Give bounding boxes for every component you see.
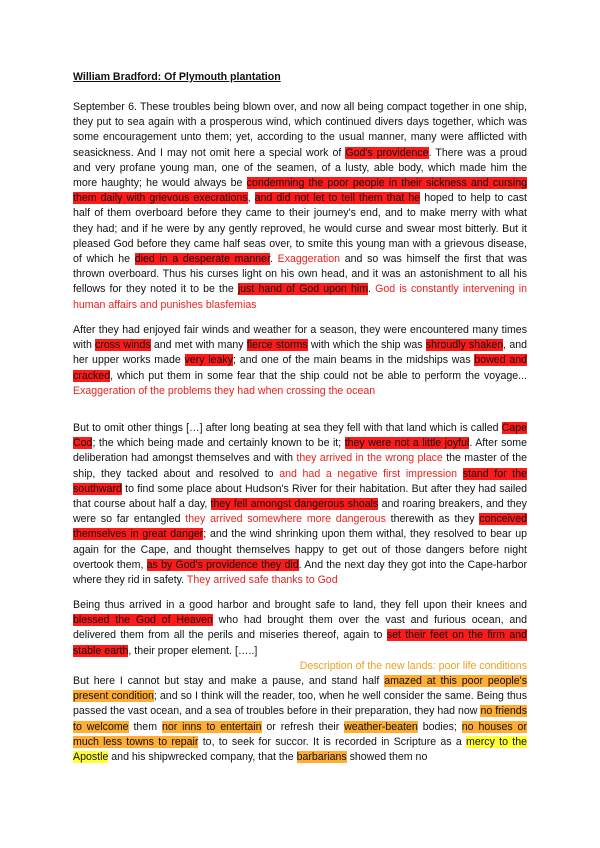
text-run: to, to seek for succor. It is recorded in Scripture as a — [198, 735, 467, 748]
text-run: them — [128, 720, 162, 733]
text-run: and so was himself the first that was thrown overboard. Thus his curses light on his own head, and it was an astonishment to all his fellows for they noted it to be the — [73, 253, 527, 296]
text-run: , and her upper works made — [73, 339, 527, 367]
text-run: But to omit other things […] after long beating at sea they fell with that land which is called — [73, 422, 502, 434]
text-run: September 6. These troubles being blown over, and now all being compact together in one ship, they put to sea again with a prosperous wind, which continued divers days together, which was some encouragement unto them; yet, according to the usual manner, many were afflicted with seasickness. And I may not omit here a special work of — [73, 101, 527, 159]
paragraph-cape-cod — [73, 421, 527, 588]
paragraph-new-lands — [73, 674, 527, 765]
text-run: . There was a proud and very profane young man, one of the seamen, of a lusty, able body, which made him the more haughty; he would always be — [73, 146, 527, 190]
text-run: ; the which being made and certainly known to be it; — [92, 437, 345, 450]
text-run: , — [247, 192, 255, 205]
text-run: ; and one of the main beams in the midships was — [233, 354, 475, 367]
highlight-orange: barbarians — [296, 751, 347, 764]
highlight-red: died in a desperate manner — [134, 253, 271, 266]
text-run: and his shipwrecked company, that the — [108, 751, 297, 764]
highlight-red: blessed the God of Heaven — [73, 614, 213, 627]
highlight-red: very leaky — [184, 354, 234, 367]
highlight-red: cross winds — [95, 339, 151, 352]
highlight-red: as by God's providence they did — [146, 558, 299, 571]
highlight-red: conceived themselves in great danger — [73, 513, 527, 541]
text-run: bodies; — [417, 720, 462, 733]
highlight-orange: nor inns to entertain — [161, 720, 262, 733]
text-run: and roaring breakers, and they were so far entangled — [73, 498, 527, 526]
highlight-red: shroudly shaken — [425, 339, 504, 352]
margin-annotation: They arrived safe thanks to God — [186, 574, 338, 587]
document-title: William Bradford: Of Plymouth plantation — [73, 71, 281, 83]
margin-annotation: Exaggeration — [277, 253, 341, 266]
highlight-red: condemning the poor people in their sickness and cursing them daily with grievous execrations — [73, 177, 527, 205]
highlight-red: they were not a little joyful — [344, 437, 470, 450]
margin-annotation: Exaggeration of the problems they had when crossing the ocean — [73, 384, 376, 397]
highlight-red: just hand of God upon him — [237, 283, 369, 296]
text-run: and met with many — [150, 339, 247, 352]
margin-annotation: they arrived somewhere more dangerous — [185, 513, 386, 526]
text-run: to find some place about Hudson's River for their habitation. But after they had sailed that course about half a day, — [73, 482, 527, 511]
annotation-new-lands: Description of the new lands: poor life conditions — [299, 660, 527, 672]
text-run: who had brought them over the vast and furious ocean, and delivered them from all the perils and miseries thereof, again to — [73, 614, 528, 642]
highlight-red: Cape Cod — [73, 422, 527, 450]
highlight-yellow: mercy to the Apostle — [73, 735, 527, 764]
paragraph-voyage — [73, 100, 527, 313]
text-run: or refresh their — [261, 720, 345, 733]
paragraph-arrival — [73, 598, 527, 659]
text-run: the master of the ship, they tacked about and resolved to — [73, 452, 527, 480]
text-run: , which put them in some fear that the ship could not be able to perform the voyage... — [110, 369, 527, 382]
margin-annotation: they arrived in the wrong place — [296, 452, 443, 465]
text-run: showed them no — [346, 751, 428, 764]
highlight-red: stand for the southward — [73, 467, 528, 495]
text-run: Being thus arrived in a good harbor and brought safe to land, they fell upon their knees and — [73, 599, 527, 611]
text-run: with which the ship was — [307, 339, 426, 352]
highlight-orange: no houses or much less towns to repair — [73, 720, 527, 748]
margin-annotation: God is constantly intervening in human affairs and punishes blasfemias — [73, 283, 528, 311]
highlight-red: bowed and cracked — [73, 354, 528, 382]
margin-annotation: and had a negative first impression — [279, 467, 458, 480]
highlight-red: and did not let to tell them that he — [254, 192, 421, 205]
highlight-orange: no friends to welcome — [73, 705, 527, 733]
text-run: . — [270, 253, 278, 266]
text-run: . And the next day they got into the Cape-harbor where they rid in safety. — [73, 558, 527, 587]
highlight-red: God's providence — [345, 146, 429, 159]
highlight-orange: weather-beaten — [344, 720, 418, 733]
text-run: hoped to help to cast half of them overboard before they came to their journey's end, and to make merry with what they had; and if he were by any gently reproved, he would curse and swear most bitterly. But it pleased God before they came half seas over, to smite this young man with a grievous disease, of which he — [73, 192, 527, 266]
text-run — [457, 468, 463, 480]
highlight-red: they fell amongst dangerous shoals — [210, 498, 379, 511]
text-run: After they had enjoyed fair winds and weather for a season, they were encountered many times with — [73, 324, 527, 352]
text-run: . After some deliberation had amongst themselves and with — [73, 437, 528, 465]
text-run: therewith as they — [385, 513, 480, 526]
text-run: But here I cannot but stay and make a pause, and stand half — [73, 675, 385, 687]
text-run: ; and the wind shrinking upon them withal, they resolved to bear up again for the Cape, and thought themselves happy to get out of those dangers before night overtook them, — [73, 528, 527, 571]
highlight-red: set their feet on the firm and stable earth — [73, 629, 527, 657]
highlight-orange: amazed at this poor people's present condition — [73, 675, 527, 703]
text-run: , their proper element. […..] — [128, 644, 258, 657]
text-run: . — [368, 283, 376, 296]
text-run: ; and so I think will the reader, too, when he well consider the same. Being thus passed the vast ocean, and a sea of troubles before in their preparation, they had now — [73, 690, 527, 718]
paragraph-storms — [73, 323, 527, 399]
highlight-red: fierce storms — [246, 339, 308, 352]
